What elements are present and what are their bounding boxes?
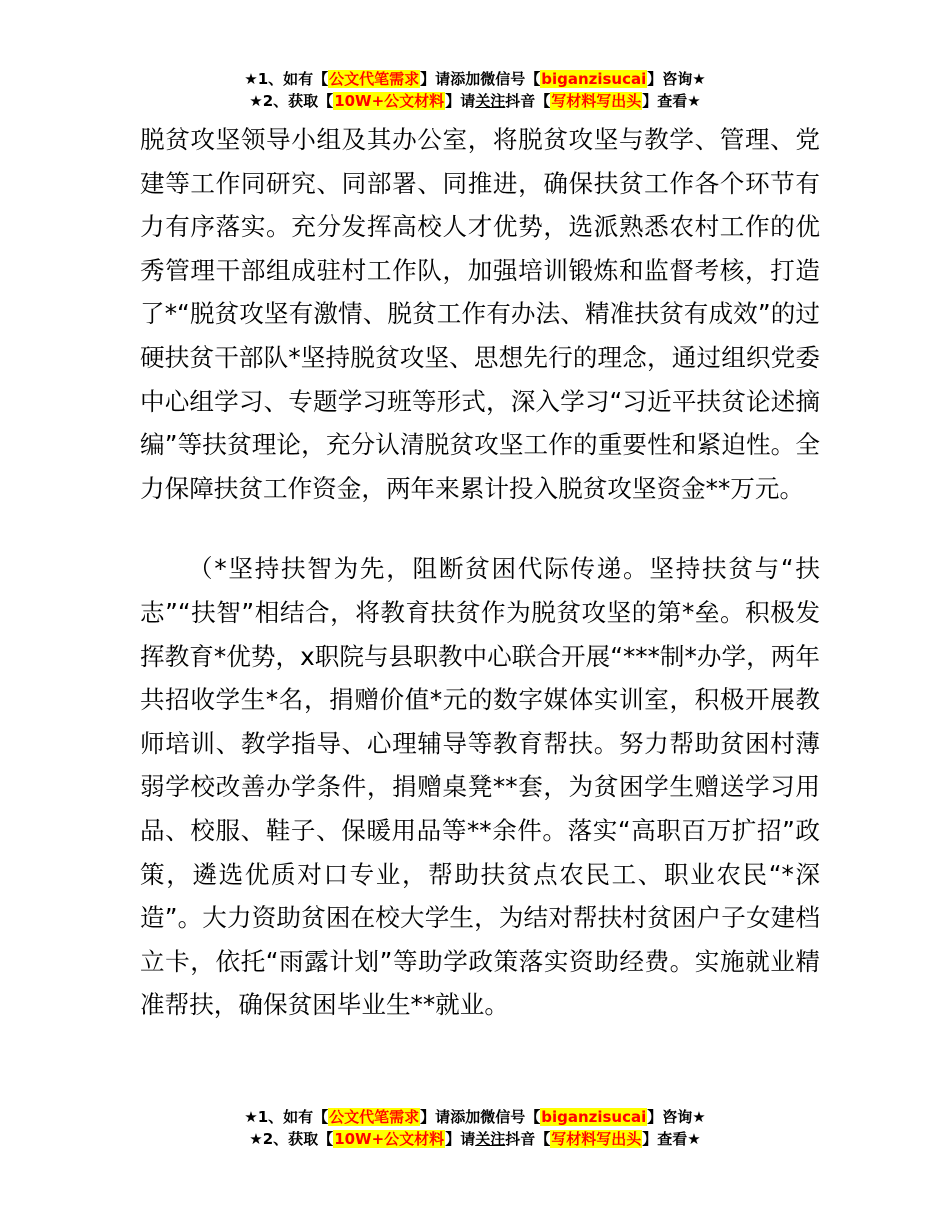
banner-line-1-wechat-id: biganzisucai [541, 70, 647, 88]
banner-line-2-prefix: ★2、获取【 [249, 92, 334, 110]
footer-line-2-douyin-id: 写材料写出头 [551, 1130, 642, 1148]
footer-banner-line-1 [0, 1106, 950, 1128]
footer-line-1-suffix: 】咨询★ [647, 1108, 706, 1126]
banner-line-1-add-word: 添加 [450, 70, 481, 88]
footer-line-1-wechat-label: 微信号【 [480, 1108, 541, 1126]
footer-banner [0, 1106, 950, 1150]
banner-line-2-highlight-materials: 10W+公文材料 [334, 92, 445, 110]
banner-line-1-highlight-service: 公文代笔需求 [329, 70, 420, 88]
footer-line-2-follow-word: 关注 [475, 1130, 506, 1148]
footer-line-2-douyin-label: 抖音【 [505, 1130, 551, 1148]
document-body [140, 118, 820, 1027]
footer-line-2-highlight-materials: 10W+公文材料 [334, 1130, 445, 1148]
footer-line-1-add-word: 添加 [450, 1108, 481, 1126]
header-banner [0, 68, 950, 112]
banner-line-2-douyin-id: 写材料写出头 [551, 92, 642, 110]
footer-banner-line-2 [0, 1128, 950, 1150]
footer-line-1-prefix: ★1、如有【 [244, 1108, 329, 1126]
footer-line-1-mid: 】请 [420, 1108, 451, 1126]
banner-line-2-suffix: 】查看★ [642, 92, 701, 110]
footer-line-2-mid: 】请 [445, 1130, 476, 1148]
banner-line-1 [0, 68, 950, 90]
banner-line-1-suffix: 】咨询★ [647, 70, 706, 88]
footer-line-1-highlight-service: 公文代笔需求 [329, 1108, 420, 1126]
footer-line-1-wechat-id: biganzisucai [541, 1108, 647, 1126]
banner-line-2-follow-word: 关注 [475, 92, 506, 110]
banner-line-2-douyin-label: 抖音【 [505, 92, 551, 110]
banner-line-1-mid: 】请 [420, 70, 451, 88]
footer-line-2-prefix: ★2、获取【 [249, 1130, 334, 1148]
banner-line-2 [0, 90, 950, 112]
paragraph-2: （*坚持扶智为先，阻断贫困代际传递。坚持扶贫与“扶志”“扶智”相结合，将教育扶贫作为脱贫攻坚的第*垒。积极发挥教育*优势，x职院与县职教中心联合开展“***制*办学，两年共招收学生*名，捐赠价值*元的数字媒体实训室，积极开展教师培训、教学指导、心理辅导等教育帮扶。努力帮助贫困村薄弱学校改善办学条件，捐赠桌凳**套，为贫困学生赠送学习用品、校服、鞋子、保暖用品等**余件。落实“高职百万扩招”政策，遴选优质对口专业，帮助扶贫点农民工、职业农民“*深造”。大力资助贫困在校大学生，为结对帮扶村贫困户子女建档立卡，依托“雨露计划”等助学政策落实资助经费。实施就业精准帮扶，确保贫困毕业生**就业。 [140, 554, 820, 1020]
footer-line-2-suffix: 】查看★ [642, 1130, 701, 1148]
paragraph-spacer [140, 510, 820, 547]
banner-line-1-wechat-label: 微信号【 [480, 70, 541, 88]
banner-line-2-mid: 】请 [445, 92, 476, 110]
paragraph-1: 脱贫攻坚领导小组及其办公室，将脱贫攻坚与教学、管理、党建等工作同研究、同部署、同推进，确保扶贫工作各个环节有力有序落实。充分发挥高校人才优势，选派熟悉农村工作的优秀管理干部组成驻村工作队，加强培训锻炼和监督考核，打造了*“脱贫攻坚有激情、脱贫工作有办法、精准扶贫有成效”的过硬扶贫干部队*坚持脱贫攻坚、思想先行的理念，通过组织党委中心组学习、专题学习班等形式，深入学习“习近平扶贫论述摘编”等扶贫理论，充分认清脱贫攻坚工作的重要性和紧迫性。全力保障扶贫工作资金，两年来累计投入脱贫攻坚资金**万元。 [140, 125, 821, 503]
banner-line-1-prefix: ★1、如有【 [244, 70, 329, 88]
